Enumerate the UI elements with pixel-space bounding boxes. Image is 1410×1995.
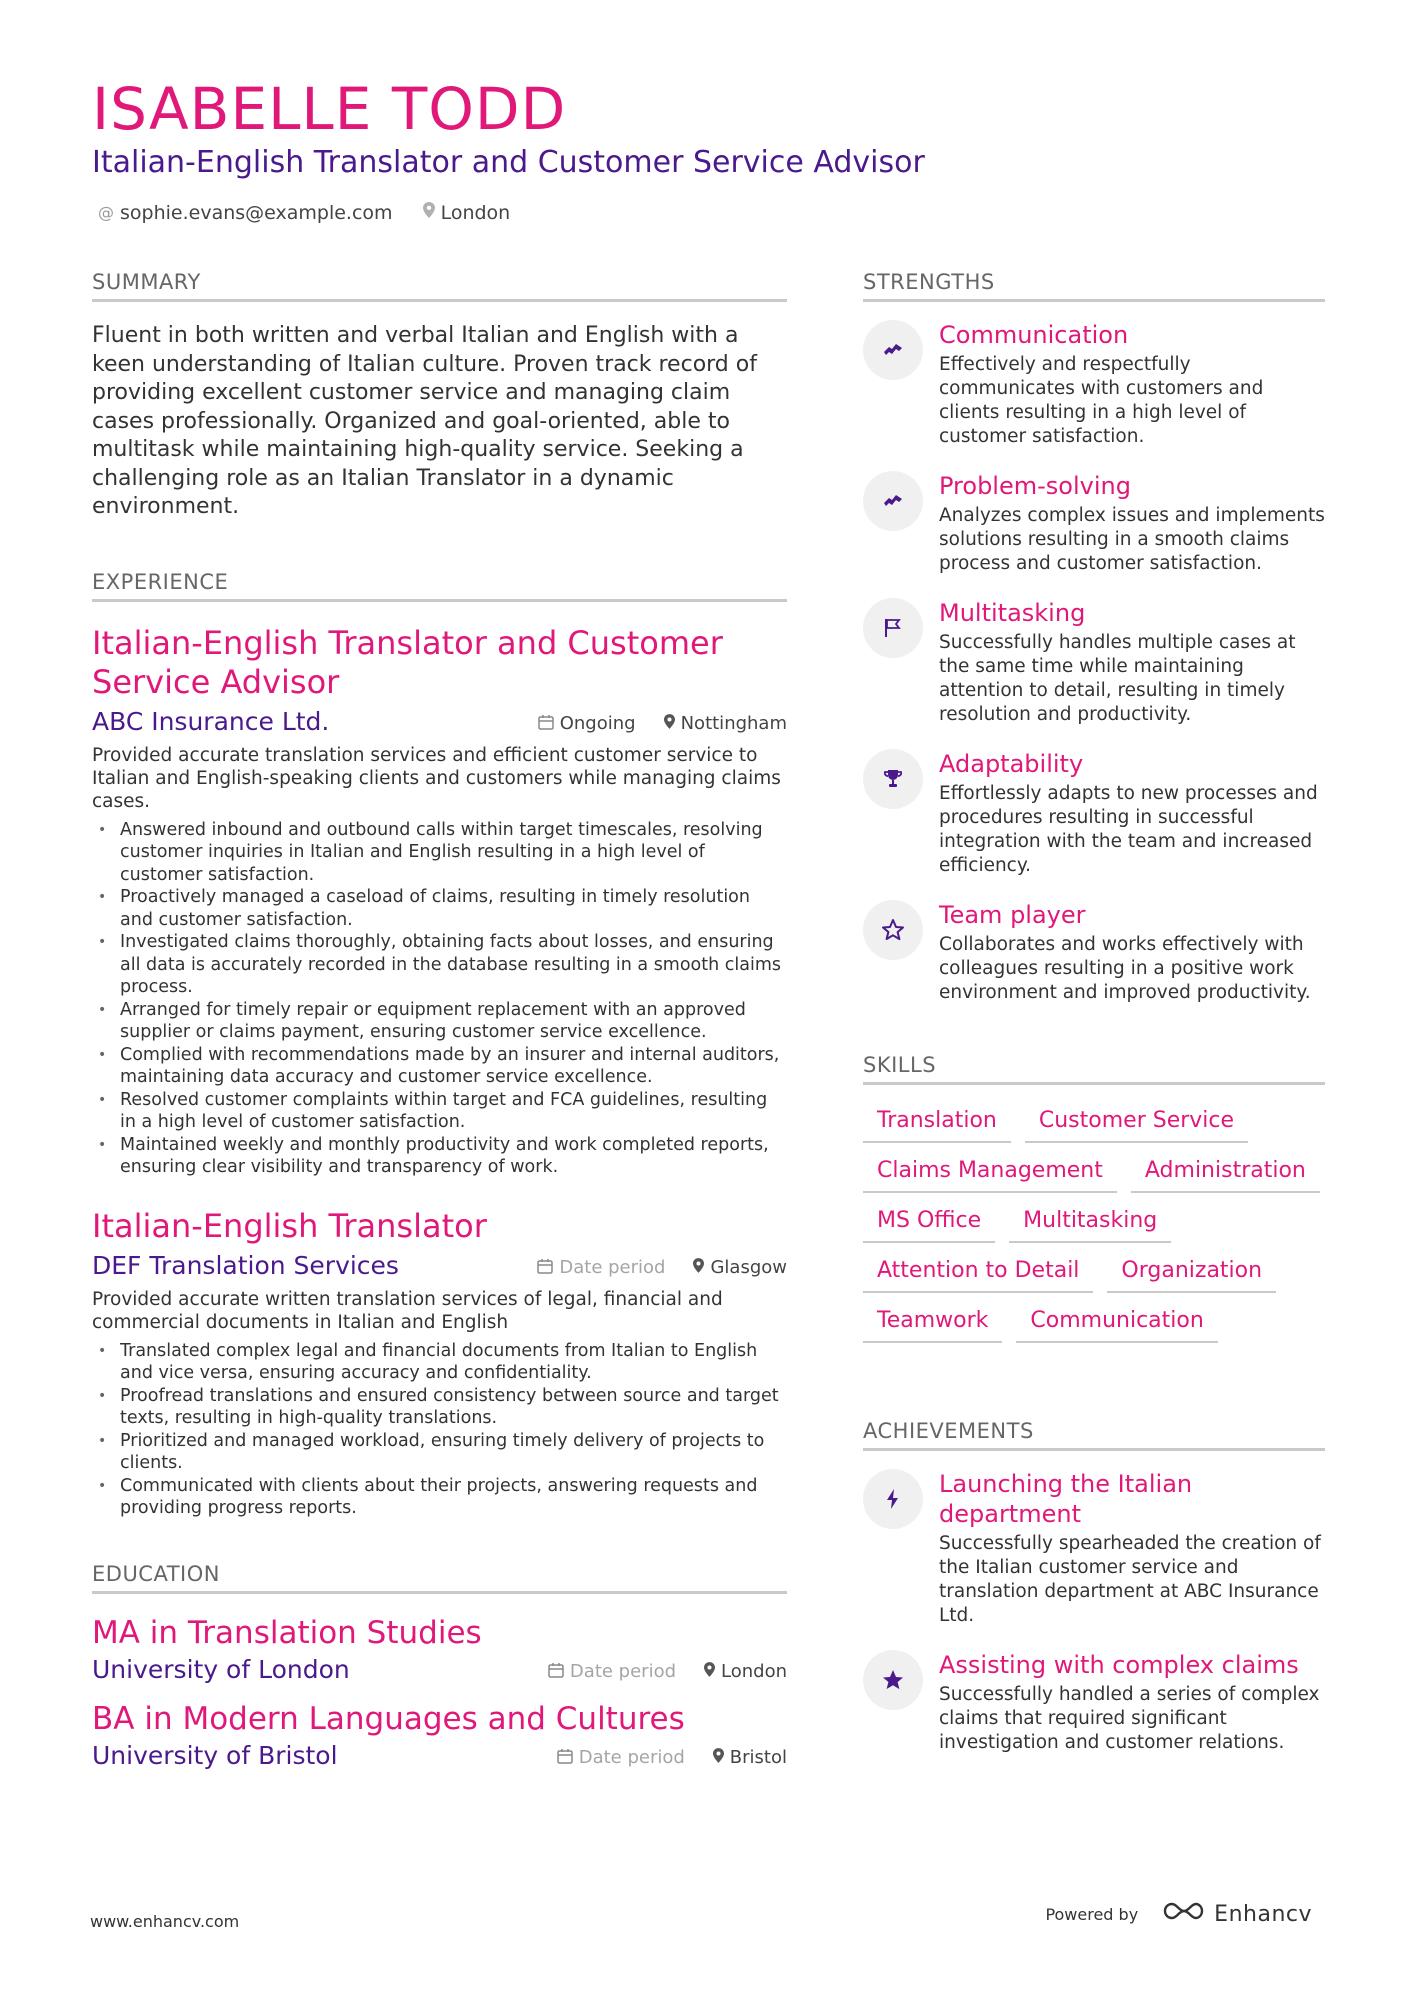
job-bullet: • Investigated claims thoroughly, obtaining facts about losses, and ensuring all data is accurately recorded in the database resulting in a smooth claims process. — [92, 931, 787, 999]
job-bullet: • Resolved customer complaints within target and FCA guidelines, resulting in a high level of customer satisfaction. — [92, 1089, 787, 1134]
skills-section — [863, 1051, 1325, 1343]
job-bullets — [92, 819, 787, 1179]
skill-tag: Teamwork — [863, 1307, 1002, 1343]
star-icon — [863, 1650, 923, 1710]
job-date-text: Date period — [559, 1257, 666, 1278]
strength-description: Analyzes complex issues and implements solutions resulting in a smooth claims process and customer satisfaction. — [939, 505, 1325, 574]
location-pin-icon — [423, 200, 435, 226]
achievement-title: Assisting with complex claims — [939, 1651, 1299, 1679]
achievement-item — [863, 1469, 1325, 1628]
location-pin-icon — [664, 714, 675, 733]
strength-title: Problem-solving — [939, 472, 1131, 500]
job-title: Italian-English Translator and Customer Service Advisor — [92, 623, 723, 701]
skill-tag: Claims Management — [863, 1157, 1117, 1193]
job-location-text: Glasgow — [710, 1257, 787, 1278]
job-bullet: • Maintained weekly and monthly productivity and work completed reports, ensuring clear visibility and transparency of work. — [92, 1134, 787, 1179]
job-meta-right — [538, 713, 787, 734]
handshake-icon — [863, 471, 923, 531]
location-contact — [423, 200, 511, 226]
calendar-icon — [557, 1748, 573, 1768]
email-text: sophie.evans@example.com — [120, 202, 393, 224]
job-bullet: • Proactively managed a caseload of claims, resulting in timely resolution and customer satisfaction. — [92, 886, 787, 931]
education-section — [92, 1560, 787, 1772]
handshake-icon — [863, 320, 923, 380]
powered-by-text: Powered by — [1045, 1904, 1139, 1924]
experience-section — [92, 568, 787, 1520]
degree-title: BA in Modern Languages and Cultures — [92, 1700, 685, 1737]
job-date — [538, 713, 636, 734]
job-bullet: • Communicated with clients about their projects, answering requests and providing progress reports. — [92, 1475, 787, 1520]
footer-powered — [1045, 1900, 1312, 1928]
education-location — [704, 1661, 787, 1682]
right-column — [863, 268, 1325, 1755]
job-meta-right — [537, 1257, 787, 1278]
job-bullet: • Proofread translations and ensured consistency between source and target texts, resulting in high-quality translations. — [92, 1385, 787, 1430]
summary-title: SUMMARY — [92, 268, 787, 302]
strengths-title: STRENGTHS — [863, 268, 1325, 302]
education-date-text: Date period — [569, 1661, 677, 1682]
skill-tag: Multitasking — [1009, 1207, 1171, 1243]
education-title: EDUCATION — [92, 1560, 787, 1594]
location-pin-icon — [704, 1662, 715, 1681]
job-location — [693, 1257, 787, 1278]
education-entry — [92, 1614, 787, 1686]
skills-title: SKILLS — [863, 1051, 1325, 1085]
achievement-body — [939, 1469, 1325, 1628]
job-date-text: Ongoing — [559, 713, 636, 734]
education-location-text: Bristol — [729, 1747, 787, 1768]
location-pin-icon — [693, 1258, 704, 1277]
education-location — [713, 1747, 787, 1768]
strength-title: Communication — [939, 321, 1129, 349]
skill-tag: Communication — [1016, 1307, 1217, 1343]
strength-title: Team player — [939, 901, 1086, 929]
skill-tag: Customer Service — [1025, 1107, 1248, 1143]
education-meta — [92, 1654, 787, 1686]
strength-item — [863, 749, 1325, 878]
calendar-icon — [538, 714, 554, 734]
job-date — [537, 1257, 665, 1278]
strength-title: Adaptability — [939, 750, 1084, 778]
strength-title: Multitasking — [939, 599, 1086, 627]
achievement-title: Launching the Italian department — [939, 1470, 1193, 1528]
job-title: Italian-English Translator — [92, 1206, 487, 1245]
strength-description: Successfully handles multiple cases at the same time while maintaining attention to detail, resulting in timely resolution and productivity. — [939, 632, 1296, 725]
lightning-icon — [863, 1469, 923, 1529]
job-bullet: • Arranged for timely repair or equipment replacement with an approved supplier or claims payment, ensuring customer service excellence. — [92, 999, 787, 1044]
calendar-icon — [537, 1258, 553, 1278]
contact-row — [98, 200, 510, 226]
enhancv-logo-icon — [1162, 1900, 1206, 1928]
education-date — [557, 1747, 685, 1768]
job-location-text: Nottingham — [680, 713, 787, 734]
strength-description: Effectively and respectfully communicates with customers and clients resulting in a high level of customer satisfaction. — [939, 354, 1264, 447]
job-description: Provided accurate translation services and efficient customer service to Italian and English-speaking clients and customers while managing claims cases. — [92, 744, 781, 812]
education-meta-right — [557, 1747, 787, 1768]
trophy-icon — [863, 749, 923, 809]
job-entry — [92, 1207, 787, 1520]
strength-description: Collaborates and works effectively with colleagues resulting in a positive work environment and improved productivity. — [939, 934, 1311, 1003]
location-text: London — [440, 202, 511, 224]
job-bullet: • Prioritized and managed workload, ensuring timely delivery of projects to clients. — [92, 1430, 787, 1475]
location-pin-icon — [713, 1748, 724, 1767]
strength-body — [939, 900, 1325, 1005]
education-location-text: London — [721, 1661, 787, 1682]
education-date-text: Date period — [578, 1747, 685, 1768]
strength-body — [939, 749, 1325, 878]
footer-website[interactable]: www.enhancv.com — [90, 1912, 240, 1931]
brand-logo[interactable] — [1162, 1900, 1312, 1928]
strength-item — [863, 598, 1325, 727]
brand-name: Enhancv — [1214, 1901, 1312, 1927]
calendar-icon — [548, 1662, 564, 1682]
job-bullet: • Complied with recommendations made by an insurer and internal auditors, maintaining data accuracy and customer service excellence. — [92, 1044, 787, 1089]
job-description: Provided accurate written translation services of legal, financial and commercial documents in Italian and English — [92, 1288, 723, 1333]
education-meta-right — [548, 1661, 787, 1682]
achievement-description: Successfully spearheaded the creation of the Italian customer service and translation department at ABC Insurance Ltd. — [939, 1533, 1321, 1626]
skill-tag: Organization — [1107, 1257, 1276, 1293]
school-name: University of Bristol — [92, 1740, 338, 1770]
strength-body — [939, 471, 1325, 576]
summary-text: Fluent in both written and verbal Italian and English with a keen understanding of Italian culture. Proven track record of providing excellent customer service and managing claim cases professionally. Organized and goal-oriented, able to multitask while maintaining high-quality service. Seeking a challenging role as an Italian Translator in a dynamic environment. — [92, 323, 757, 519]
education-date — [548, 1661, 676, 1682]
job-bullet: • Answered inbound and outbound calls within target timescales, resolving customer inquiries in Italian and English resulting in a high level of customer satisfaction. — [92, 819, 787, 887]
star-outline-icon — [863, 900, 923, 960]
job-location — [664, 713, 787, 734]
job-meta — [92, 706, 787, 738]
job-bullet: • Translated complex legal and financial documents from Italian to English and vice versa, ensuring accuracy and confidentiality. — [92, 1340, 787, 1385]
strength-body — [939, 320, 1325, 449]
job-entry — [92, 624, 787, 1179]
email-contact[interactable] — [98, 200, 393, 226]
education-entry — [92, 1700, 787, 1772]
skill-tag: MS Office — [863, 1207, 995, 1243]
at-icon: @ — [98, 203, 114, 222]
summary-section — [92, 268, 787, 522]
achievement-item — [863, 1650, 1325, 1755]
degree-title: MA in Translation Studies — [92, 1614, 482, 1651]
skill-tag: Translation — [863, 1107, 1011, 1143]
experience-title: EXPERIENCE — [92, 568, 787, 602]
skills-list — [863, 1107, 1325, 1343]
candidate-headline: Italian-English Translator and Customer Service Advisor — [92, 145, 925, 180]
skill-tag: Attention to Detail — [863, 1257, 1093, 1293]
strength-item — [863, 900, 1325, 1005]
education-meta — [92, 1740, 787, 1772]
job-bullets — [92, 1340, 787, 1520]
strengths-section — [863, 268, 1325, 1005]
achievements-title: ACHIEVEMENTS — [863, 1417, 1325, 1451]
company-name: DEF Translation Services — [92, 1250, 399, 1280]
company-name: ABC Insurance Ltd. — [92, 706, 330, 736]
job-meta — [92, 1250, 787, 1282]
flag-icon — [863, 598, 923, 658]
left-column — [92, 268, 787, 1772]
achievement-description: Successfully handled a series of complex claims that required significant investigation and customer relations. — [939, 1684, 1320, 1753]
strength-item — [863, 471, 1325, 576]
strength-item — [863, 320, 1325, 449]
skill-tag: Administration — [1131, 1157, 1320, 1193]
candidate-name: ISABELLE TODD — [92, 75, 567, 143]
strength-description: Effortlessly adapts to new processes and procedures resulting in successful integration with the team and increased efficiency. — [939, 783, 1318, 876]
school-name: University of London — [92, 1654, 350, 1684]
strength-body — [939, 598, 1325, 727]
achievement-body — [939, 1650, 1325, 1755]
achievements-section — [863, 1417, 1325, 1755]
